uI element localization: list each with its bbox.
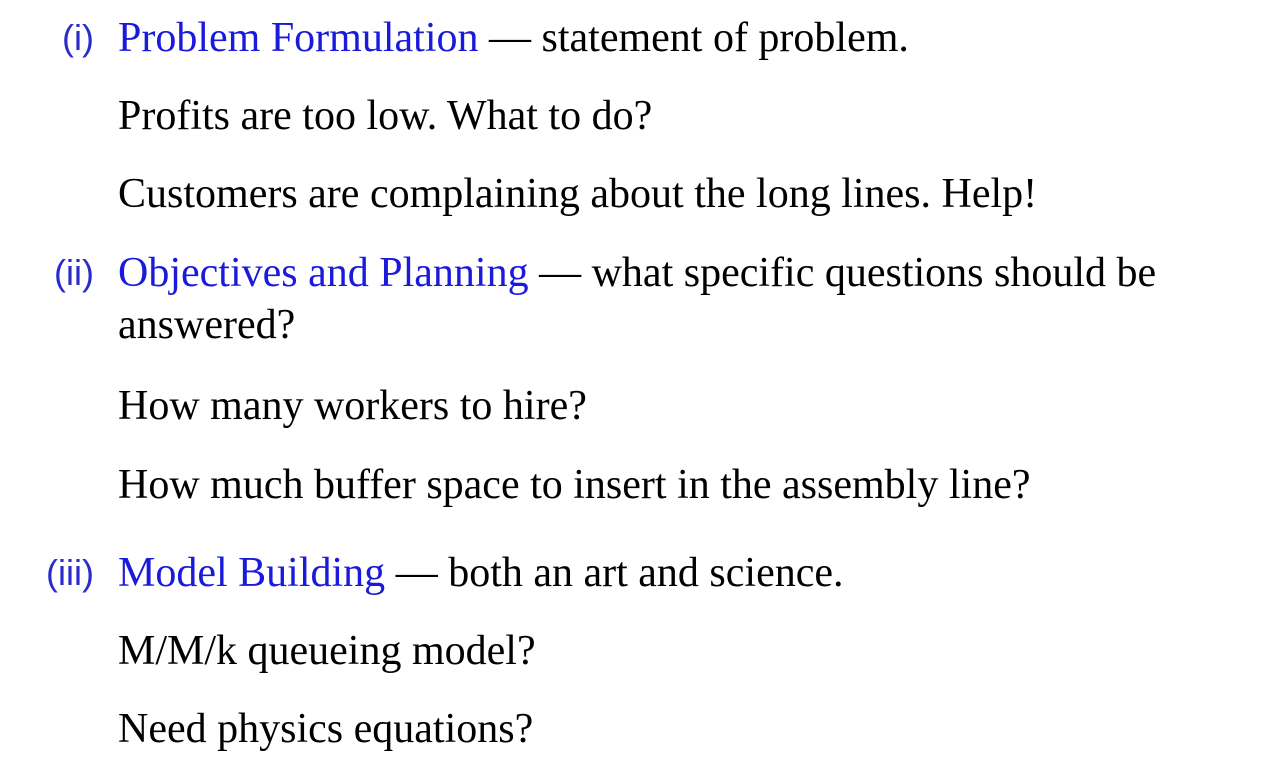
example-line: M/M/k queueing model? xyxy=(118,628,536,674)
example-line: Profits are too low. What to do? xyxy=(118,93,653,139)
example-line: How much buffer space to insert in the assembly line? xyxy=(118,462,1031,508)
example-line: How many workers to hire? xyxy=(118,383,587,429)
item-term: Model Building xyxy=(118,550,386,596)
item-number: (ii) xyxy=(54,252,94,293)
item-description: — both an art and science. xyxy=(385,550,844,596)
item-description: — statement of problem. xyxy=(478,15,909,61)
item-description: — what specific questions should be answered? xyxy=(118,250,1157,348)
item-number: (iii) xyxy=(46,552,94,593)
item-heading xyxy=(118,547,1228,599)
item-heading xyxy=(118,12,1228,64)
example-line: Need physics equations? xyxy=(118,706,534,752)
item-heading xyxy=(118,247,1228,351)
item-term: Objectives and Planning xyxy=(118,250,529,296)
item-number: (i) xyxy=(62,17,94,58)
example-line: Customers are complaining about the long lines. Help! xyxy=(118,171,1038,217)
item-term: Problem Formulation xyxy=(118,15,479,61)
